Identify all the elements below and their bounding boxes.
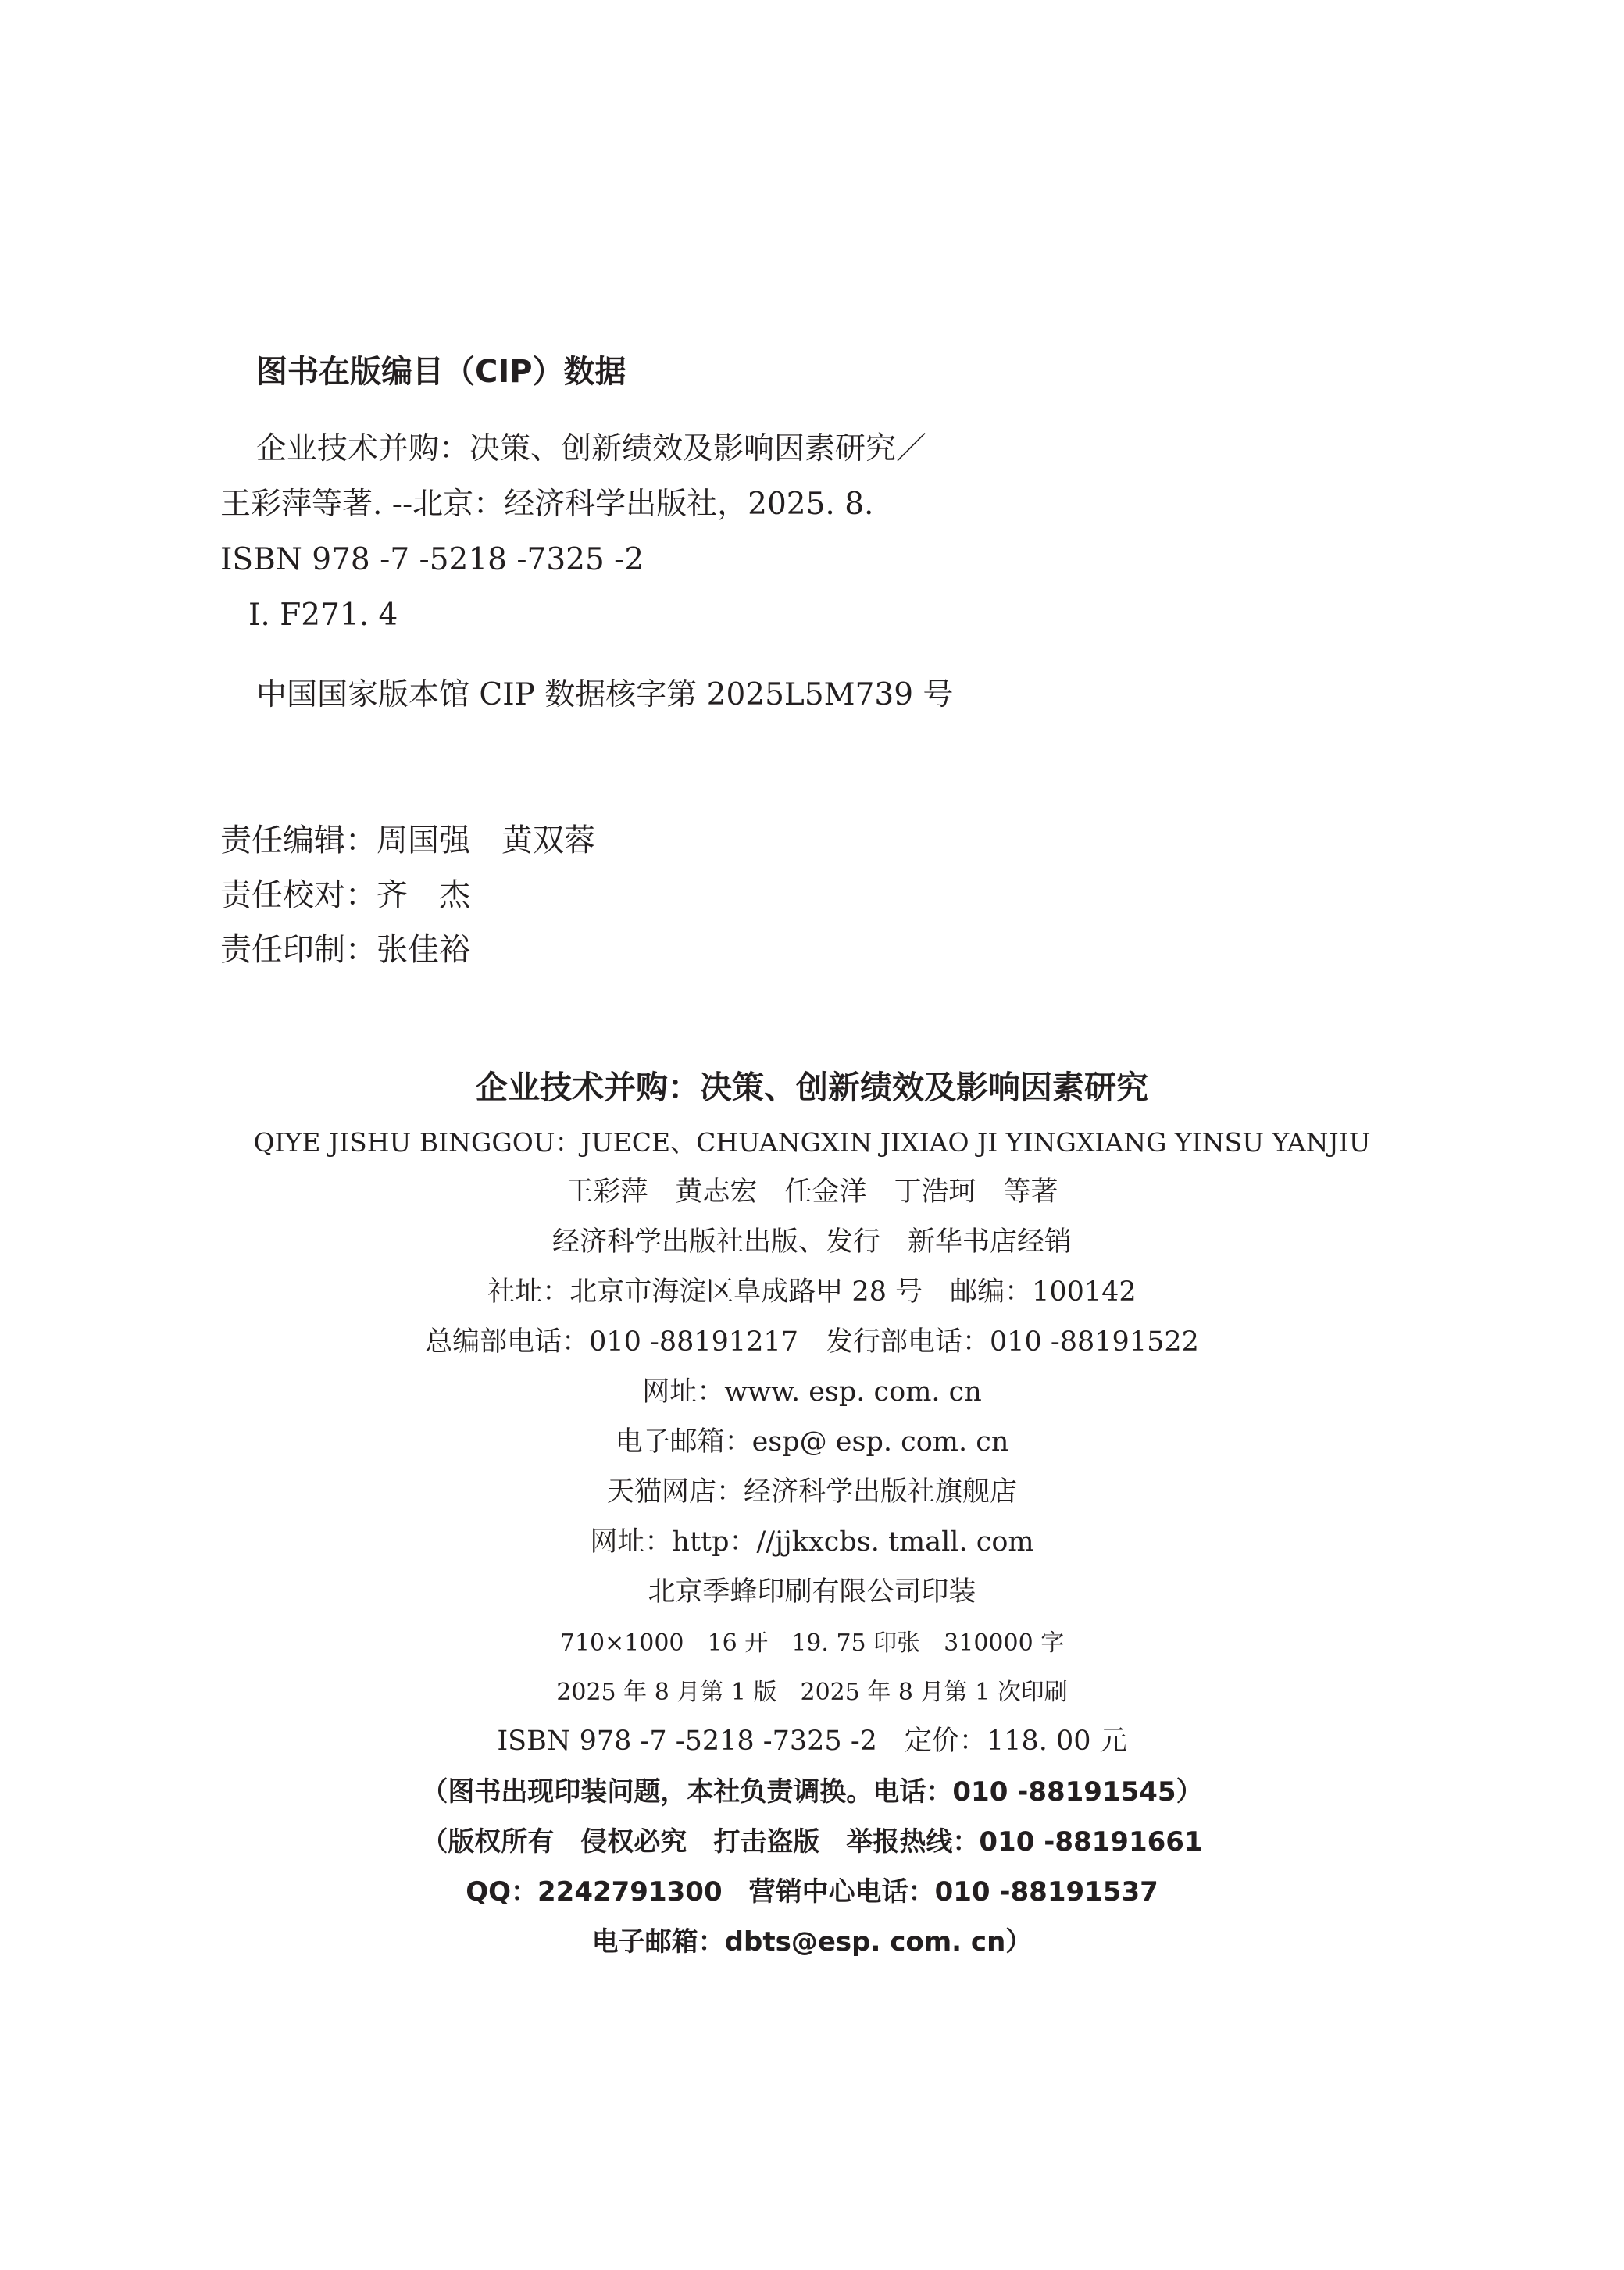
colophon-edition: 2025 年 8 月第 1 版 2025 年 8 月第 1 次印刷 — [556, 1679, 1068, 1706]
cip-heading: 图书在版编目（CIP）数据 — [256, 354, 626, 390]
colophon-publisher: 经济科学出版社出版、发行 新华书店经销 — [551, 1226, 1072, 1258]
cip-verification-line: 中国国家版本馆 CIP 数据核字第 2025L5M739 号 — [256, 677, 954, 712]
colophon-isbn-price: ISBN 978 -7 -5218 -7325 -2 定价：118. 00 元 — [497, 1726, 1127, 1757]
colophon-address: 社址：北京市海淀区阜成路甲 28 号 邮编：100142 — [487, 1276, 1137, 1308]
credit-editor: 责任编辑：周国强 黄双蓉 — [220, 823, 595, 858]
colophon-format: 710×1000 16 开 19. 75 印张 310000 字 — [559, 1629, 1065, 1657]
credit-print-supervisor: 责任印制：张佳裕 — [220, 932, 470, 968]
colophon-tmall-url: 网址：http：//jjkxcbs. tmall. com — [590, 1526, 1034, 1558]
cip-classification-line: Ⅰ. F271. 4 — [248, 598, 398, 633]
credit-proofreader: 责任校对：齐 杰 — [220, 877, 470, 913]
colophon-pinyin: QIYE JISHU BINGGOU：JUECE、CHUANGXIN JIXIAO JI YINGXIANG YINSU YANJIU — [253, 1127, 1371, 1158]
cip-isbn-line: ISBN 978 -7 -5218 -7325 -2 — [220, 542, 644, 577]
colophon-printer: 北京季蜂印刷有限公司印装 — [648, 1576, 976, 1608]
cip-author-line: 王彩萍等著. --北京：经济科学出版社，2025. 8. — [220, 487, 874, 522]
colophon-authors: 王彩萍 黄志宏 任金洋 丁浩珂 等著 — [566, 1176, 1058, 1208]
cip-title-line: 企业技术并购：决策、创新绩效及影响因素研究／ — [256, 431, 927, 466]
colophon-notice-replacement: （图书出现印装问题，本社负责调换。电话：010 -88191545） — [421, 1776, 1203, 1808]
colophon-tmall-store: 天猫网店：经济科学出版社旗舰店 — [606, 1476, 1017, 1508]
colophon-notice-email: 电子邮箱：dbts@esp. com. cn） — [591, 1926, 1033, 1958]
colophon-title: 企业技术并购：决策、创新绩效及影响因素研究 — [476, 1069, 1148, 1106]
colophon-notice-copyright: （版权所有 侵权必究 打击盗版 举报热线：010 -88191661 — [421, 1826, 1203, 1858]
colophon-notice-contact: QQ：2242791300 营销中心电话：010 -88191537 — [466, 1876, 1158, 1908]
colophon-phones: 总编部电话：010 -88191217 发行部电话：010 -88191522 — [425, 1326, 1199, 1358]
colophon-website: 网址：www. esp. com. cn — [642, 1376, 982, 1408]
colophon-email: 电子邮箱：esp@ esp. com. cn — [615, 1426, 1009, 1458]
